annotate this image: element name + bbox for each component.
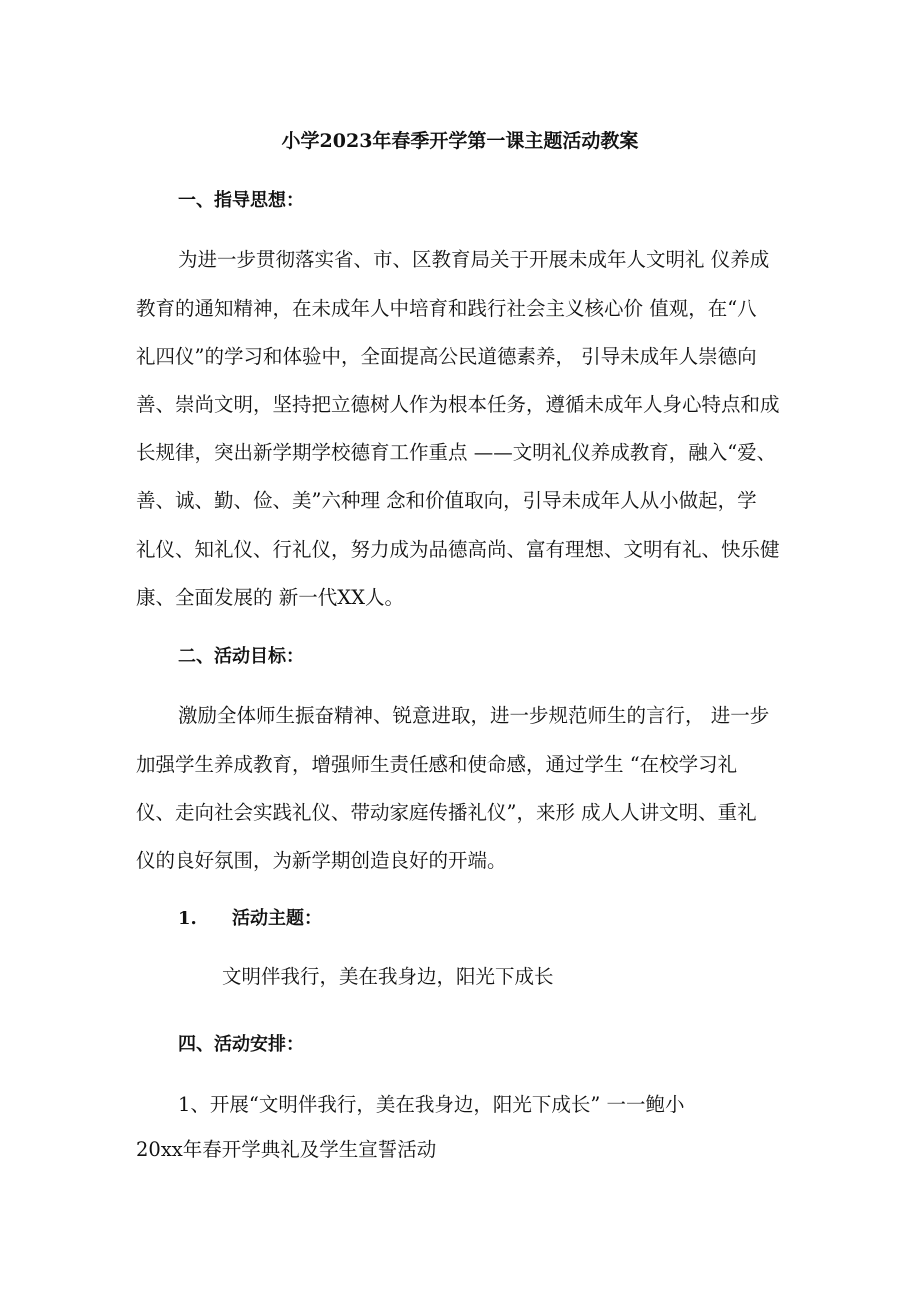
section-heading-activity-theme [178, 904, 322, 934]
paragraph-line: 1、开展“文明伴我行，美在我身边，阳光下成长” 一一鲍小 [178, 1093, 685, 1116]
paragraph-line: 善、诚、勤、俭、美”六种理 念和价值取向，引导未成年人从小做起，学 [136, 489, 757, 512]
paragraph-line: 仪的良好氛围，为新学期创造良好的开端。 [136, 849, 507, 872]
section-heading-activity-goals: 二、活动目标： [178, 646, 304, 667]
paragraph-line: 20xx年春开学典礼及学生宣誓活动 [136, 1138, 437, 1161]
paragraph-line: 长规律，突出新学期学校德育工作重点 ——文明礼仪养成教育，融入“爱、 [136, 441, 777, 464]
document-title: 小学2023年春季开学第一课主题活动教案 [281, 130, 639, 152]
paragraph-line: 加强学生养成教育，增强师生责任感和使命感，通过学生 “在校学习礼 [136, 753, 738, 776]
paragraph-line: 礼仪、知礼仪、行礼仪，努力成为品德高尚、富有理想、文明有礼、快乐健 [136, 538, 780, 561]
paragraph-line: 为进一步贯彻落实省、市、区教育局关于开展未成年人文明礼 仪养成 [178, 248, 770, 271]
paragraph-line: 教育的通知精神，在未成年人中培育和践行社会主义核心价 值观，在“八 [136, 297, 757, 320]
section-heading-activity-arrangement: 四、活动安排： [178, 1034, 304, 1055]
paragraph-line: 康、全面发展的 新一代XX人。 [136, 586, 404, 609]
theme-line: 文明伴我行，美在我身边，阳光下成长 [222, 965, 554, 988]
paragraph-line: 仪、走向社会实践礼仪、带动家庭传播礼仪”，来形 成人人讲文明、重礼 [136, 801, 757, 824]
section-number: 1. [178, 908, 197, 929]
paragraph-line: 激励全体师生振奋精神、锐意进取，进一步规范师生的言行， 进一步 [178, 704, 770, 727]
section-heading-guiding-ideology: 一、指导思想： [178, 190, 304, 211]
section-heading-text: 活动主题： [232, 908, 322, 929]
paragraph-line: 礼四仪”的学习和体验中，全面提高公民道德素养， 引导未成年人崇德向 [136, 345, 757, 368]
paragraph-line: 善、崇尚文明，坚持把立德树人作为根本任务，遵循未成年人身心特点和成 [136, 393, 780, 416]
